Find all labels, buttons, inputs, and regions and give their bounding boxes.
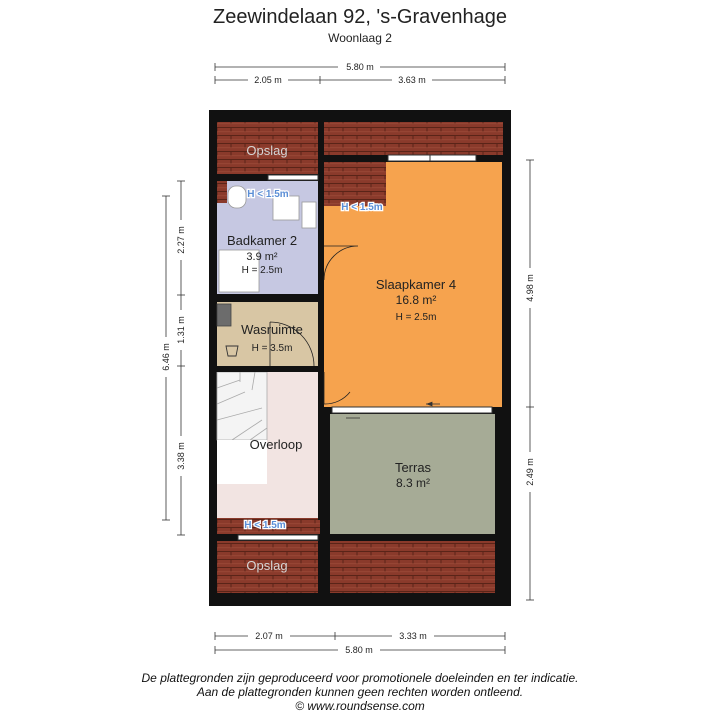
dim-bottom-total: 5.80 m (345, 645, 373, 655)
roof-bedroom-left (324, 162, 386, 206)
label-badkamer: Badkamer 2 (226, 233, 298, 248)
roof-top-right (324, 122, 503, 155)
page-title: Zeewindelaan 92, 's-Gravenhage (212, 6, 507, 28)
dim-left-total: 6.46 m (161, 343, 171, 371)
label-opslag-top: Opslag (246, 143, 288, 158)
dim-bottom-left: 2.07 m (255, 631, 283, 641)
area-badkamer: 3.9 m² (246, 251, 278, 263)
sink-icon (302, 202, 316, 228)
counter-icon (217, 304, 231, 326)
footer-disclaimer-2: Aan de plattegronden kunnen geen rechten worden ontleend. (196, 685, 524, 699)
label-wasruimte: Wasruimte (241, 322, 303, 337)
area-terras: 8.3 m² (395, 476, 431, 490)
dim-bottom-right: 3.33 m (399, 631, 427, 641)
label-opslag-bottom: Opslag (246, 558, 288, 573)
label-overloop: Overloop (249, 437, 303, 452)
footer-copyright: © www.roundsense.com (295, 699, 425, 713)
label-terras: Terras (394, 460, 432, 475)
dim-right-upper: 4.98 m (525, 274, 535, 302)
toilet-icon (228, 186, 246, 208)
area-slaapkamer: 16.8 m² (395, 293, 437, 307)
label-slaapkamer: Slaapkamer 4 (375, 277, 457, 292)
dimensions-right (526, 160, 534, 600)
height-badkamer: H = 2.5m (241, 265, 283, 276)
dim-top-total: 5.80 m (346, 62, 374, 72)
low-height-slaapkamer: H < 1.5m (341, 202, 383, 213)
low-height-badkamer: H < 1.5m (247, 189, 289, 200)
low-height-overloop: H < 1.5m (244, 520, 286, 531)
dim-left-upper: 2.27 m (176, 226, 186, 254)
page-subtitle: Woonlaag 2 (328, 31, 392, 45)
dim-right-lower: 2.49 m (525, 458, 535, 486)
roof-bottom-right (330, 541, 495, 593)
height-wasruimte: H = 3.5m (251, 343, 293, 354)
dim-top-left: 2.05 m (254, 75, 282, 85)
dim-left-middle: 1.31 m (176, 316, 186, 344)
height-slaapkamer: H = 2.5m (395, 312, 437, 323)
dim-top-right: 3.63 m (398, 75, 426, 85)
footer-disclaimer-1: De plattegronden zijn geproduceerd voor promotionele doeleinden en ter indicatie. (141, 671, 579, 685)
dim-left-lower: 3.38 m (176, 442, 186, 470)
